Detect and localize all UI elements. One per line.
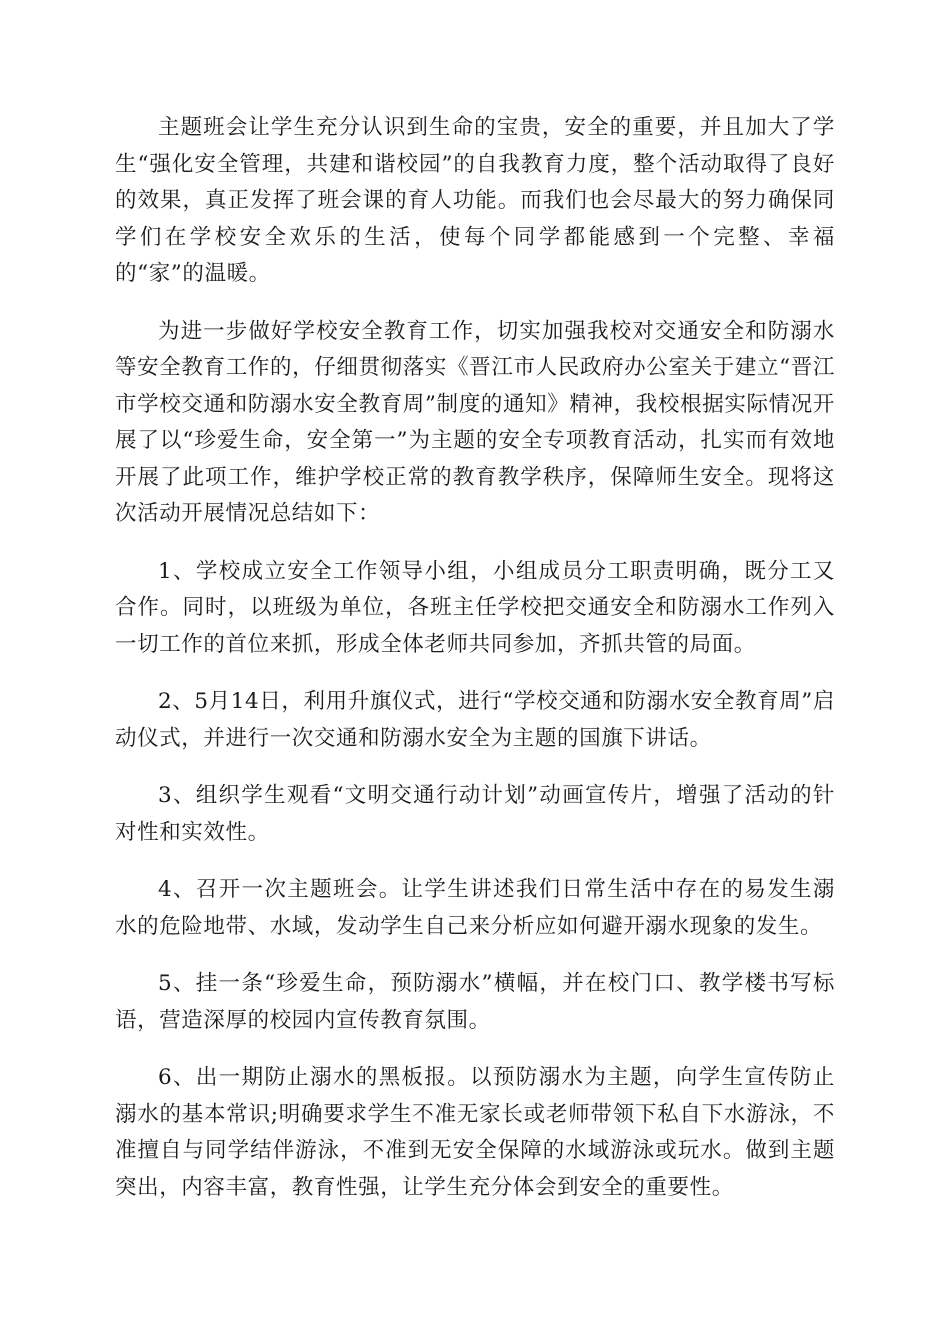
paragraph-item-4: 4、召开一次主题班会。让学生讲述我们日常生活中存在的易发生溺水的危险地带、水域，发动学生自己来分析应如何避开溺水现象的发生。 [115, 877, 835, 939]
paragraph-item-6: 6、出一期防止溺水的黑板报。以预防溺水为主题，向学生宣传防止溺水的基本常识;明确要求学生不准无家长或老师带领下私自下水游泳，不准擅自与同学结伴游泳，不准到无安全保障的水域游泳或玩水。做到主题突出，内容丰富，教育性强，让学生充分体会到安全的重要性。 [115, 1065, 835, 1200]
document-body [115, 110, 835, 1227]
paragraph-item-5: 5、挂一条“珍爱生命，预防溺水”横幅，并在校门口、教学楼书写标语，营造深厚的校园内宣传教育氛围。 [115, 971, 835, 1033]
paragraph-safety-education-intro: 为进一步做好学校安全教育工作，切实加强我校对交通安全和防溺水等安全教育工作的，仔细贯彻落实《晋江市人民政府办公室关于建立“晋江市学校交通和防溺水安全教育周”制度的通知》精神，我校根据实际情况开展了以“珍爱生命，安全第一”为主题的安全专项教育活动，扎实而有效地开展了此项工作，维护学校正常的教育教学秩序，保障师生安全。现将这次活动开展情况总结如下： [115, 318, 835, 526]
paragraph-item-1: 1、学校成立安全工作领导小组，小组成员分工职责明确，既分工又合作。同时，以班级为单位，各班主任学校把交通安全和防溺水工作列入一切工作的首位来抓，形成全体老师共同参加，齐抓共管的局面。 [115, 558, 835, 657]
paragraph-item-2: 2、5月14日，利用升旗仪式，进行“学校交通和防溺水安全教育周”启动仪式，并进行一次交通和防溺水安全为主题的国旗下讲话。 [115, 689, 836, 751]
paragraph-item-3: 3、组织学生观看“文明交通行动计划”动画宣传片，增强了活动的针对性和实效性。 [115, 783, 835, 845]
paragraph-class-meeting-summary: 主题班会让学生充分认识到生命的宝贵，安全的重要，并且加大了学生“强化安全管理，共建和谐校园”的自我教育力度，整个活动取得了良好的效果，真正发挥了班会课的育人功能。而我们也会尽最大的努力确保同学们在学校安全欢乐的生活，使每个同学都能感到一个完整、幸福的“家”的温暖。 [115, 115, 835, 286]
